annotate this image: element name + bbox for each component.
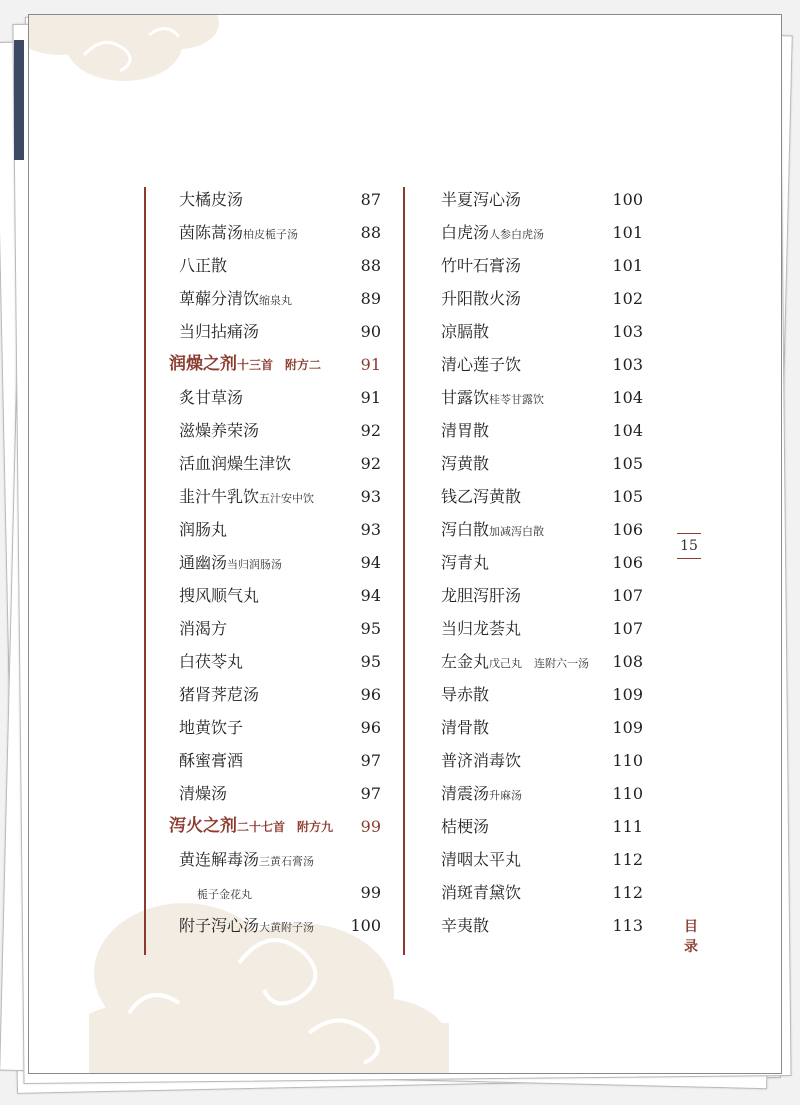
toc-entry-name: 清咽太平丸 bbox=[441, 850, 522, 869]
toc-entry-subtitle: 缩泉丸 bbox=[259, 294, 293, 307]
toc-entry-page: 107 bbox=[612, 586, 643, 605]
toc-entry[interactable] bbox=[29, 381, 643, 414]
toc-entry-subtitle-extra: 附方二 bbox=[285, 358, 322, 372]
toc-entry-page: 103 bbox=[612, 355, 643, 374]
toc-entry-page: 94 bbox=[360, 586, 381, 605]
toc-entry-subtitle: 栀子金花丸 bbox=[197, 888, 252, 901]
toc-entry-name: 凉膈散 bbox=[441, 322, 490, 341]
toc-entry-page: 111 bbox=[612, 817, 643, 836]
toc-entry-page: 104 bbox=[612, 421, 643, 440]
cloud-ornament-top bbox=[29, 15, 229, 95]
toc-entry-name: 消渴方 bbox=[179, 619, 228, 638]
toc-entry-name: 韭汁牛乳饮 bbox=[179, 487, 260, 506]
toc-entry-page: 96 bbox=[360, 718, 381, 737]
toc-entry-title bbox=[441, 645, 589, 680]
toc-entry-page: 101 bbox=[612, 256, 643, 275]
toc-entry-subtitle: 升麻汤 bbox=[489, 789, 523, 802]
toc-entry[interactable] bbox=[29, 282, 643, 315]
toc-entry-name: 搜风顺气丸 bbox=[179, 586, 260, 605]
toc-entry[interactable] bbox=[29, 645, 643, 678]
toc-entry-name: 八正散 bbox=[179, 256, 228, 275]
toc-entry-page: 112 bbox=[612, 850, 643, 869]
toc-entry-name: 清胃散 bbox=[441, 421, 490, 440]
toc-entry-title bbox=[441, 249, 521, 282]
toc-entry-page: 106 bbox=[612, 553, 643, 572]
toc-entry[interactable] bbox=[29, 810, 643, 843]
toc-entry[interactable] bbox=[29, 744, 643, 777]
toc-entry-subtitle: 五汁安中饮 bbox=[259, 492, 315, 505]
toc-entry-page: 96 bbox=[360, 685, 381, 704]
toc-entry-page: 110 bbox=[612, 784, 643, 803]
toc-entry-page: 88 bbox=[360, 223, 381, 242]
toc-entry-subtitle: 三黄石膏汤 bbox=[259, 855, 315, 868]
toc-entry[interactable] bbox=[29, 348, 643, 381]
toc-entry-title bbox=[441, 282, 521, 315]
toc-entry-name: 附子泻心汤 bbox=[179, 916, 260, 935]
toc-entry-title bbox=[441, 909, 489, 942]
toc-entry-page: 95 bbox=[360, 652, 381, 671]
toc-entry-page: 100 bbox=[350, 916, 381, 935]
toc-entry-page: 103 bbox=[612, 322, 643, 341]
toc-entry-page: 106 bbox=[612, 520, 643, 539]
toc-entry-title bbox=[441, 381, 544, 416]
toc-entry[interactable] bbox=[29, 579, 643, 612]
toc-entry-page: 112 bbox=[612, 883, 643, 902]
toc-entry-name: 地黄饮子 bbox=[179, 718, 244, 737]
toc-entry[interactable] bbox=[29, 447, 643, 480]
toc-entry-page: 105 bbox=[612, 454, 643, 473]
toc-entry-subtitle: 人参白虎汤 bbox=[489, 228, 545, 241]
toc-entry-page: 107 bbox=[612, 619, 643, 638]
toc-entry-page: 87 bbox=[360, 190, 381, 209]
toc-entry-page: 102 bbox=[612, 289, 643, 308]
toc-entry-name: 左金丸 bbox=[441, 652, 490, 671]
toc-entry-page: 113 bbox=[612, 916, 643, 935]
toc-entry[interactable] bbox=[29, 711, 643, 744]
toc-entry-name: 升阳散火汤 bbox=[441, 289, 522, 308]
toc-entry-title bbox=[441, 546, 489, 579]
toc-entry-name: 清心莲子饮 bbox=[441, 355, 522, 374]
toc-entry-title bbox=[441, 579, 521, 612]
toc-entry[interactable] bbox=[29, 612, 643, 645]
toc-entry-page: 101 bbox=[612, 223, 643, 242]
toc-entry-title bbox=[441, 810, 489, 843]
toc-entry[interactable] bbox=[29, 843, 643, 876]
toc-entry-page: 91 bbox=[360, 388, 381, 407]
toc-entry-page: 105 bbox=[612, 487, 643, 506]
toc-entry-name: 猪肾荠苨汤 bbox=[179, 685, 260, 704]
toc-entry[interactable] bbox=[29, 315, 643, 348]
toc-entry-name: 导赤散 bbox=[441, 685, 490, 704]
toc-entry-name: 当归龙荟丸 bbox=[441, 619, 522, 638]
toc-entry-name: 钱乙泻黄散 bbox=[441, 487, 522, 506]
section-side-label bbox=[683, 917, 699, 957]
toc-entry-name: 活血润燥生津饮 bbox=[179, 454, 292, 473]
toc-entry-name: 泻黄散 bbox=[441, 454, 490, 473]
side-label-char: 录 bbox=[684, 939, 698, 955]
toc-entry[interactable] bbox=[29, 909, 643, 942]
toc-entry-name: 消斑青黛饮 bbox=[441, 883, 522, 902]
toc-entry-name: 滋燥养荣汤 bbox=[179, 421, 260, 440]
toc-entry-name: 茵陈蒿汤 bbox=[179, 223, 244, 242]
toc-entry-title bbox=[441, 480, 521, 513]
page-number: 15 bbox=[677, 533, 701, 559]
toc-entry-title bbox=[441, 876, 521, 909]
toc-entry-page: 94 bbox=[360, 553, 381, 572]
toc-entry-name: 炙甘草汤 bbox=[179, 388, 244, 407]
toc-entry-name: 龙胆泻肝汤 bbox=[441, 586, 522, 605]
toc-entry-name: 萆薢分清饮 bbox=[179, 289, 260, 308]
toc-entry-name: 润肠丸 bbox=[179, 520, 228, 539]
toc-entry-title bbox=[441, 447, 489, 480]
toc-entry-subtitle: 桂苓甘露饮 bbox=[489, 393, 545, 406]
side-label-char: 目 bbox=[684, 919, 698, 935]
toc-entry[interactable] bbox=[29, 480, 643, 513]
toc-entry-name: 酥蜜膏酒 bbox=[179, 751, 244, 770]
toc-entry[interactable] bbox=[29, 216, 643, 249]
toc-entry-title bbox=[441, 843, 521, 876]
toc-entry-page: 92 bbox=[360, 454, 381, 473]
toc-entry-page: 104 bbox=[612, 388, 643, 407]
toc-entry-subtitle: 大黄附子汤 bbox=[259, 921, 315, 934]
toc-entry-title bbox=[441, 183, 521, 216]
toc-entry-name: 清骨散 bbox=[441, 718, 490, 737]
toc-entry-name: 甘露饮 bbox=[441, 388, 490, 407]
toc-entry-title bbox=[441, 678, 489, 711]
toc-entry-title bbox=[441, 513, 544, 548]
toc-entry-name: 黄连解毒汤 bbox=[179, 850, 260, 869]
toc-entry-name: 通幽汤 bbox=[179, 553, 228, 572]
toc-entry[interactable] bbox=[29, 777, 643, 810]
toc-entry-subtitle: 戊己丸 bbox=[489, 657, 523, 670]
toc-entry-name: 辛夷散 bbox=[441, 916, 490, 935]
toc-entry-page: 99 bbox=[360, 817, 381, 836]
toc-entry-subtitle: 当归润肠汤 bbox=[227, 558, 283, 571]
toc-entry[interactable] bbox=[29, 249, 643, 282]
toc-entry-page: 91 bbox=[360, 355, 381, 374]
toc-entry-page: 109 bbox=[612, 685, 643, 704]
toc-entry-name: 泻火之剂 bbox=[169, 816, 237, 836]
toc-entry[interactable] bbox=[29, 876, 643, 909]
toc-entry-title bbox=[441, 414, 489, 447]
toc-entry-name: 清燥汤 bbox=[179, 784, 228, 803]
toc-entry-page: 93 bbox=[360, 520, 381, 539]
toc-entry-subtitle-extra: 连附六一汤 bbox=[534, 657, 590, 670]
toc-entry-subtitle-extra: 附方九 bbox=[297, 820, 334, 834]
toc-entry-name: 当归拈痛汤 bbox=[179, 322, 260, 341]
toc-entry-title bbox=[441, 612, 521, 645]
toc-entry-subtitle: 二十七首 bbox=[237, 820, 286, 834]
toc-entry[interactable] bbox=[29, 546, 643, 579]
toc-entry-page: 90 bbox=[360, 322, 381, 341]
toc-entry-page: 92 bbox=[360, 421, 381, 440]
toc-entry[interactable] bbox=[29, 183, 643, 216]
toc-entry-name: 大橘皮汤 bbox=[179, 190, 244, 209]
toc-entry-subtitle: 柏皮栀子汤 bbox=[243, 228, 299, 241]
toc-entry-name: 泻白散 bbox=[441, 520, 490, 539]
toc-entry-page: 108 bbox=[612, 652, 643, 671]
toc-entry-name: 半夏泻心汤 bbox=[441, 190, 522, 209]
toc-entry[interactable] bbox=[29, 513, 643, 546]
toc-entry-name: 润燥之剂 bbox=[169, 354, 237, 374]
toc-entry-title bbox=[441, 744, 521, 777]
toc-entry-name: 普济消毒饮 bbox=[441, 751, 522, 770]
toc-entry-title bbox=[441, 777, 522, 812]
toc-entry-page: 89 bbox=[360, 289, 381, 308]
toc-entry-title bbox=[441, 216, 544, 251]
book-edge-blue bbox=[14, 40, 24, 160]
toc-entry-page: 109 bbox=[612, 718, 643, 737]
toc-entry-page: 110 bbox=[612, 751, 643, 770]
toc-entry-name: 泻青丸 bbox=[441, 553, 490, 572]
toc-entry-title bbox=[441, 348, 521, 381]
toc-entry-subtitle: 加减泻白散 bbox=[489, 525, 545, 538]
toc-entry-page: 97 bbox=[360, 751, 381, 770]
toc-entry-name: 桔梗汤 bbox=[441, 817, 490, 836]
toc-entry-subtitle: 十三首 bbox=[237, 358, 274, 372]
toc-entry-title bbox=[441, 315, 489, 348]
toc-entry-page: 100 bbox=[612, 190, 643, 209]
toc-entry-name: 白虎汤 bbox=[441, 223, 490, 242]
toc-entry-name: 清震汤 bbox=[441, 784, 490, 803]
toc-entry-page: 97 bbox=[360, 784, 381, 803]
toc-entry-page: 95 bbox=[360, 619, 381, 638]
toc-entry-page: 99 bbox=[360, 883, 381, 902]
toc-entry[interactable] bbox=[29, 678, 643, 711]
toc-entry-page: 93 bbox=[360, 487, 381, 506]
toc-entry-name: 白茯苓丸 bbox=[179, 652, 244, 671]
toc-entry[interactable] bbox=[29, 414, 643, 447]
toc-page bbox=[28, 14, 782, 1074]
toc-entry-title bbox=[441, 711, 489, 744]
toc-entry-name: 竹叶石膏汤 bbox=[441, 256, 522, 275]
toc-entry-page: 88 bbox=[360, 256, 381, 275]
